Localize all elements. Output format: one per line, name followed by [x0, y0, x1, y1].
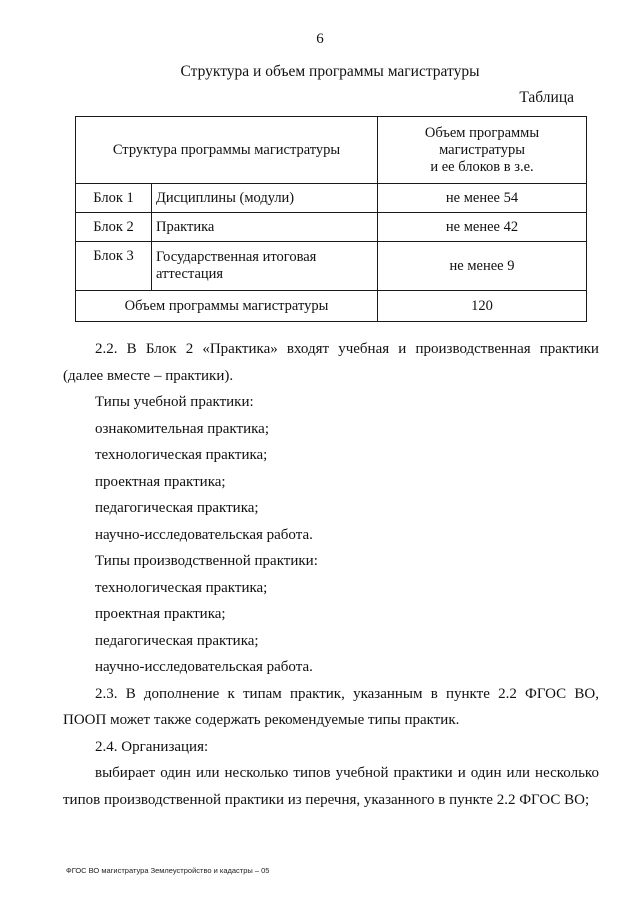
word: производственная	[415, 341, 531, 357]
section-title: Структура и объем программы магистратуры	[180, 63, 480, 80]
word: и	[457, 765, 466, 781]
block-volume: не менее 54	[378, 184, 587, 213]
word: «Практика»	[202, 341, 278, 357]
list-item: педагогическая практика;	[95, 500, 259, 516]
paragraph-2-4: 2.4. Организация:	[95, 738, 209, 755]
block-name: Практика	[152, 213, 378, 242]
table-row	[76, 242, 587, 291]
program-structure-table	[75, 116, 587, 322]
word: один	[470, 765, 502, 781]
edu-practice-types-heading: Типы учебной практики:	[95, 394, 254, 410]
footer: ФГОС ВО магистратура Землеустройство и кадастры – 05	[66, 866, 270, 875]
word: практик,	[289, 685, 345, 702]
total-value: 120	[378, 291, 587, 322]
word: типов	[293, 765, 331, 781]
word: и	[398, 341, 407, 357]
list-item: педагогическая практика;	[95, 632, 259, 649]
block-name	[152, 242, 378, 291]
list-item: научно-исследовательская работа.	[95, 526, 313, 543]
header-structure: Структура программы магистратуры	[76, 117, 378, 184]
word: практики	[393, 765, 453, 781]
paragraph-2-3-line-2: ПООП может также содержать рекомендуемые типы практик.	[63, 712, 460, 728]
paragraph-2-4-line-2: типов производственной практики из перечня, указанного в пункте 2.2 ФГОС ВО;	[63, 791, 590, 808]
word: практики	[539, 341, 599, 357]
word: В	[126, 341, 137, 357]
paragraph-2-2-line-2: (далее вместе – практики).	[63, 367, 234, 384]
prod-practice-types-heading: Типы производственной практики:	[95, 553, 318, 569]
list-item: научно-исследовательская работа.	[95, 659, 313, 675]
word: 2	[185, 341, 194, 357]
word: 2.2	[498, 685, 517, 702]
total-label: Объем программы магистратуры	[76, 291, 378, 322]
header-volume-line: Объем программы	[424, 124, 540, 141]
block-name-line: аттестация	[156, 266, 224, 282]
block-name-line: Государственная итоговая	[156, 249, 317, 265]
word: несколько	[535, 765, 599, 781]
word: пункте	[446, 685, 490, 702]
block-name: Дисциплины (модули)	[152, 184, 378, 213]
block-id: Блок 2	[76, 213, 152, 242]
word: дополнение	[143, 685, 220, 702]
word: 2.2.	[95, 341, 118, 357]
word: входят	[286, 341, 330, 357]
block-volume: не менее 42	[378, 213, 587, 242]
word: типам	[242, 685, 282, 702]
paragraph-2-4-line-1	[63, 760, 599, 787]
paragraph-2-3-line-1	[63, 681, 599, 708]
list-item: проектная практика;	[95, 606, 226, 622]
word: учебной	[335, 765, 389, 781]
block-volume: не менее 9	[378, 242, 587, 291]
word: указанным	[353, 685, 423, 702]
block-id: Блок 3	[76, 242, 152, 291]
word: выбирает	[95, 765, 156, 781]
word: В	[125, 685, 136, 702]
table-total-row	[76, 291, 587, 322]
table-row	[76, 184, 587, 213]
header-volume-line: магистратуры	[439, 141, 525, 158]
word: несколько	[224, 765, 289, 781]
list-item: проектная практика;	[95, 473, 226, 490]
word: 2.3.	[95, 685, 118, 702]
word: Блок	[145, 341, 177, 357]
block-id: Блок 1	[76, 184, 152, 213]
table-row	[76, 213, 587, 242]
word: или	[506, 765, 531, 781]
paragraph-2-2-line-1	[63, 336, 599, 363]
word: к	[227, 685, 235, 702]
body-text	[63, 336, 599, 813]
page-number: 6	[316, 31, 324, 47]
table-header-row	[76, 117, 587, 184]
word: или	[195, 765, 220, 781]
header-volume	[378, 117, 587, 184]
word: ВО,	[574, 685, 599, 702]
word: ФГОС	[525, 685, 567, 702]
list-item: технологическая практика;	[95, 447, 268, 463]
table-caption: Таблица	[519, 89, 574, 106]
word: учебная	[338, 341, 390, 357]
header-volume-line: и ее блоков в з.е.	[430, 158, 534, 175]
list-item: технологическая практика;	[95, 579, 268, 596]
word: в	[430, 685, 438, 702]
list-item: ознакомительная практика;	[95, 420, 269, 437]
word: один	[160, 765, 191, 781]
